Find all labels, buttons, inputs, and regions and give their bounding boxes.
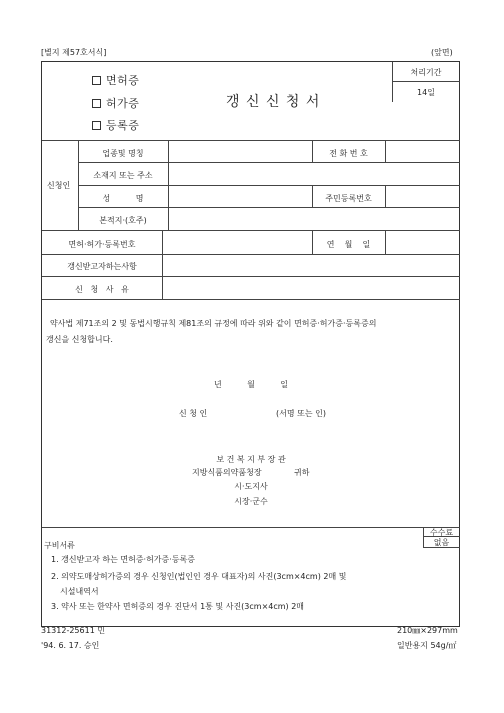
- date-line: 년 월 일: [213, 380, 289, 389]
- renewal-subject-label: 갱신받고자하는사항: [67, 262, 137, 271]
- form-number: [별지 제57호서식]: [41, 48, 107, 57]
- page-title: 갱 신 신 청 서: [226, 94, 321, 110]
- phone-field[interactable]: [386, 141, 459, 161]
- option-registration[interactable]: 등록증: [92, 117, 139, 133]
- license-number-label: 면허·허가·등록번호: [68, 240, 136, 249]
- statement-line-2: 갱신을 신청합니다.: [46, 335, 113, 344]
- renewal-subject-field[interactable]: [163, 255, 459, 275]
- domicile-field[interactable]: [169, 208, 459, 229]
- resident-number-field[interactable]: [386, 186, 459, 206]
- form-code: 31312-25611 민: [41, 626, 106, 635]
- processing-label: 처리기간: [410, 68, 442, 77]
- required-doc-1: 1. 갱신받고자 하는 면허증·허가증·등록증: [51, 555, 195, 564]
- required-doc-3: 3. 약사 또는 한약사 면허증의 경우 진단서 1통 및 사진(3cm×4cm) 2매: [51, 602, 305, 611]
- address-label: 소재지 또는 주소: [93, 171, 153, 180]
- fee-label: 수수료: [429, 528, 454, 537]
- domicile-label: 본적지·(호주): [99, 216, 147, 225]
- addressee-label: 귀하: [294, 468, 310, 477]
- recipient-governor: 시·도지사: [234, 482, 268, 491]
- option-license[interactable]: 면허증: [92, 72, 139, 88]
- resident-number-label: 주민등록번호: [325, 194, 372, 203]
- paper-type: 일반용지 54g/㎡: [397, 641, 457, 650]
- paper-size: 210㎜×297mm: [397, 626, 458, 635]
- date-label: 연 월 일: [326, 240, 371, 249]
- person-name-label: 성 명: [102, 194, 144, 203]
- page-side-label: (앞면): [431, 48, 453, 57]
- signature-note: (서명 또는 인): [276, 409, 326, 418]
- statement-line-1: 약사법 제71조의 2 및 동법시행규칙 제81조의 규정에 따라 위와 같이 면허증·허가증·등록증의: [50, 319, 377, 328]
- phone-label: 전 화 번 호: [329, 149, 368, 158]
- applicant-group-label: 신청인: [47, 181, 71, 190]
- option-permit[interactable]: 허가증: [92, 95, 139, 111]
- checkbox-icon[interactable]: [92, 121, 101, 130]
- person-name-field[interactable]: [169, 186, 311, 206]
- required-doc-2-cont: 시설내역서: [60, 587, 99, 596]
- application-form: [41, 61, 460, 627]
- approval-date: '94. 6. 17. 승인: [41, 641, 100, 650]
- date-field[interactable]: [386, 231, 459, 253]
- application-reason-field[interactable]: [163, 277, 459, 298]
- required-doc-2: 2. 의약도매상허가증의 경우 신청인(법인인 경우 대표자)의 사진(3cm×4cm) 2매 및: [51, 572, 347, 581]
- business-name-label: 업종및 명칭: [102, 149, 144, 158]
- address-field[interactable]: [169, 163, 459, 184]
- fee-value: 없음: [433, 538, 450, 547]
- checkbox-icon[interactable]: [92, 99, 101, 108]
- recipient-mayor: 시장·군수: [234, 497, 268, 506]
- recipient-regional-office: 지방식품의약품청장: [192, 468, 262, 477]
- signer-label: 신 청 인: [179, 409, 208, 418]
- processing-value: 14일: [417, 88, 435, 97]
- license-number-field[interactable]: [163, 231, 311, 253]
- required-docs-heading: 구비서류: [44, 541, 75, 550]
- recipient-minister: 보 건 복 지 부 장 관: [216, 455, 286, 464]
- checkbox-icon[interactable]: [92, 76, 101, 85]
- business-name-field[interactable]: [169, 141, 311, 161]
- application-reason-label: 신 청 사 유: [75, 285, 129, 294]
